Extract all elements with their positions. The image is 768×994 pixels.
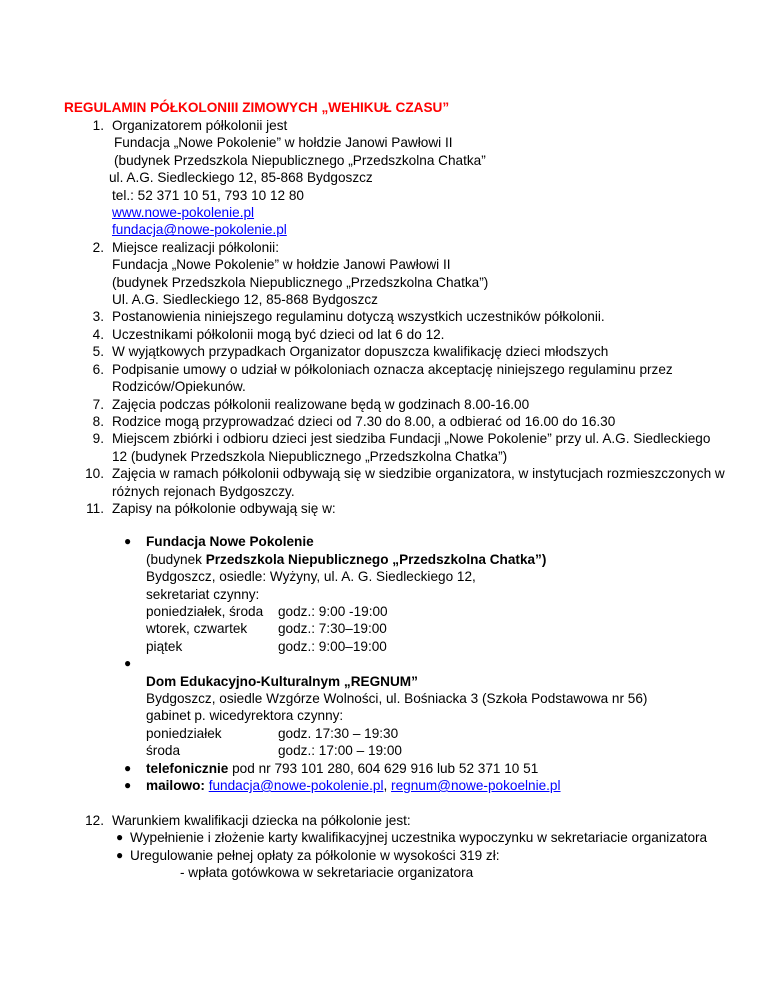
document-title: REGULAMIN PÓŁKOLONIII ZIMOWYCH „WEHIKUŁ CZASU” [64,100,450,115]
registration-phone: ● telefonicznie pod nr 793 101 280, 604 629 916 lub 52 371 10 51 [124,760,539,776]
item-number: 1. [92,118,104,133]
condition-item: ● Uregulowanie pełnej opłaty za półkolonie w wysokości 319 zł: - wpłata gotówkowa w sekretariacie organizatora [112,847,728,882]
item-text: Zajęcia podczas półkolonii realizowane będą w godzinach 8.00-16.00 [112,396,530,412]
item-number: 11. [86,500,104,516]
list-item-10 [0,465,768,500]
item-text: Organizatorem półkolonii jest [112,118,288,133]
list-item-12 [0,812,768,882]
item-number: 7. [92,396,104,412]
regulations-list [0,117,768,881]
item-number: 4. [92,326,104,342]
registration-places [112,533,728,794]
list-item-3 [0,308,768,325]
list-item-7 [0,396,768,413]
item-number: 10. [85,466,104,482]
location-name: Fundacja „Nowe Pokolenie” w hołdzie Janowi Pawłowi II [112,257,451,273]
foundation-hours-row: wtorek, czwartek godz.: 7:30–19:00 [146,621,387,637]
item-text: Podpisanie umowy o udział w półkoloniach oznacza akceptację niniejszego regulaminu przez Rodziców/Opiekunów. [112,361,673,395]
regnum-hours-row: poniedziałek godz. 17:30 – 19:30 [146,725,399,741]
bullet-icon: ● [124,656,132,671]
item-text: Zajęcia w ramach półkolonii odbywają się w siedzibie organizatora, w instytucjach rozmieszczonych w różnych rejonach Bydgoszczy. [112,466,725,499]
list-item-5 [0,343,768,360]
item-number: 5. [92,344,104,360]
item-number: 2. [92,239,104,255]
item-text: Rodzice mogą przyprowadzać dzieci od 7.30 do 8.00, a odbierać od 16.00 do 16.30 [112,413,616,429]
bullet-icon: ● [116,847,124,862]
regnum-email-link[interactable]: regnum@nowe-pokoelnie.pl [391,778,561,794]
item-number: 12. [85,812,104,828]
email-link[interactable]: fundacja@nowe-pokolenie.pl [112,222,287,238]
foundation-name: Fundacja Nowe Pokolenie [146,534,314,550]
item-number: 6. [92,361,104,377]
organizer-address: ul. A.G. Siedleckiego 12, 85-868 Bydgoszcz [109,170,373,186]
regnum-hours-row: środa godz.: 17:00 – 19:00 [146,743,402,759]
regnum-office: gabinet p. wicedyrektora czynny: [146,708,344,724]
item-text: Zapisy na półkolonie odbywają się w: [112,500,336,516]
list-item-8 [0,413,768,430]
foundation-hours-row: piątek godz.: 9:00–19:00 [146,638,387,654]
item-text: Uczestnikami półkolonii mogą być dzieci od lat 6 do 12. [112,326,445,342]
foundation-address: Bydgoszcz, osiedle: Wyżyny, ul. A. G. Siedleckiego 12, [146,569,476,585]
item-number: 8. [92,413,104,429]
organizer-building: (budynek Przedszkola Niepublicznego „Przedszkolna Chatka” [114,152,486,168]
list-item-11 [0,500,768,812]
payment-method: - wpłata gotówkowa w sekretariacie organizatora [180,865,474,881]
list-item-6 [0,361,768,396]
location-address: Ul. A.G. Siedleckiego 12, 85-868 Bydgoszcz [112,292,378,308]
registration-foundation [112,533,728,655]
website-link[interactable]: www.nowe-pokolenie.pl [112,205,255,221]
organizer-phone: tel.: 52 371 10 51, 793 10 12 80 [112,187,304,203]
list-item-4 [0,326,768,343]
foundation-building: (budynek Przedszkola Niepublicznego „Przedszkolna Chatka”) [146,551,547,567]
foundation-office: sekretariat czynny: [146,586,260,602]
foundation-hours-row: poniedziałek, środa godz.: 9:00 -19:00 [146,603,388,619]
registration-regnum [112,655,728,759]
regnum-address: Bydgoszcz, osiedle Wzgórze Wolności, ul. Bośniacka 3 (Szkoła Podstawowa nr 56) [146,690,648,706]
item-number: 9. [92,431,104,447]
regnum-name: Dom Edukacyjno-Kulturalnym „REGNUM” [146,673,418,689]
registration-mail: ● mailowo: fundacja@nowe-pokolenie.pl, regnum@nowe-pokoelnie.pl [124,778,561,794]
bullet-icon: ● [124,534,132,549]
item-text: Postanowienia niniejszego regulaminu dotyczą wszystkich uczestników półkolonii. [112,309,605,325]
condition-item: ● Wypełnienie i złożenie karty kwalifikacyjnej uczestnika wypoczynku w sekretariacie organizatora [116,830,708,846]
item-text: Warunkiem kwalifikacji dziecka na półkolonie jest: [112,812,411,828]
conditions-list [112,829,728,881]
item-text: Miejsce realizacji półkolonii: [112,239,279,255]
bullet-icon: ● [124,760,132,775]
bullet-icon: ● [124,778,132,793]
list-item-1 [0,117,768,239]
organizer-name: Fundacja „Nowe Pokolenie” w hołdzie Janowi Pawłowi II [114,135,453,151]
item-text: Miejscem zbiórki i odbioru dzieci jest siedziba Fundacji „Nowe Pokolenie” przy ul. A.G. Siedleckiego 12 (budynek Przedszkola Niepublicznego „Przedszkolna Chatka”) [112,431,711,464]
foundation-email-link[interactable]: fundacja@nowe-pokolenie.pl [208,778,384,794]
location-building: (budynek Przedszkola Niepublicznego „Przedszkolna Chatka”) [112,274,489,290]
item-number: 3. [92,309,104,325]
item-text: W wyjątkowych przypadkach Organizator dopuszcza kwalifikację dzieci młodszych [112,344,609,360]
list-item-9 [0,430,768,465]
list-item-2 [0,239,768,309]
bullet-icon: ● [116,830,124,845]
